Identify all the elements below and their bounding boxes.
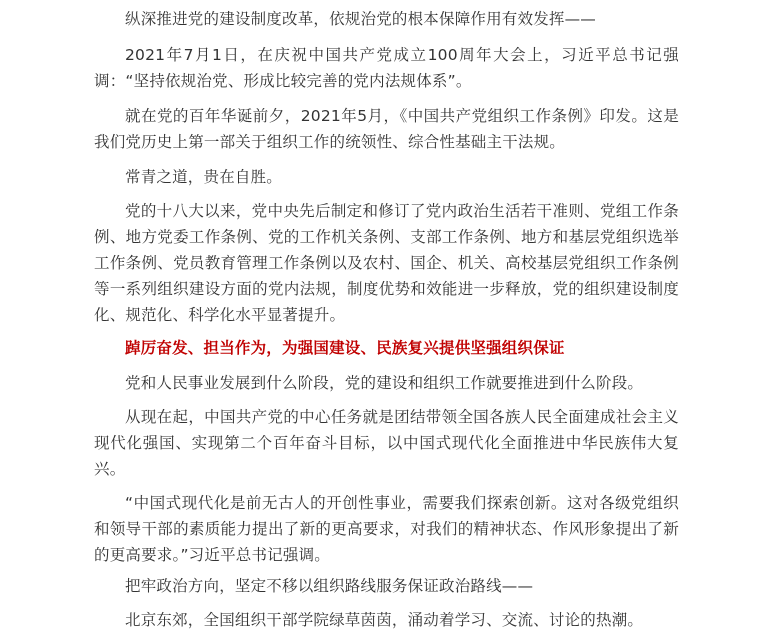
paragraph: 北京东郊，全国组织干部学院绿草茵茵，涌动着学习、交流、讨论的热潮。 (125, 611, 644, 629)
paragraph: 2021年7月1日，在庆祝中国共产党成立100周年大会上，习近平总书记强调：“坚持依规治党、形成比较完善的党内法规体系”。 (94, 46, 679, 90)
paragraph: 纵深推进党的建设制度改革，依规治党的根本保障作用有效发挥—— (125, 10, 597, 28)
paragraph: 把牢政治方向，坚定不移以组织路线服务保证政治路线—— (125, 577, 534, 595)
paragraph: 党和人民事业发展到什么阶段，党的建设和组织工作就要推进到什么阶段。 (125, 374, 644, 392)
paragraph: 就在党的百年华诞前夕，2021年5月，《中国共产党组织工作条例》印发。这是我们党历史上第一部关于组织工作的统领性、综合性基础主干法规。 (94, 107, 679, 151)
paragraph: “中国式现代化是前无古人的开创性事业，需要我们探索创新。这对各级党组织和领导干部的素质能力提出了新的更高要求，对我们的精神状态、作风形象提出了新的更高要求。”习近平总书记强调。 (94, 494, 679, 564)
paragraph: 从现在起，中国共产党的中心任务就是团结带领全国各族人民全面建成社会主义现代化强国、实现第二个百年奋斗目标，以中国式现代化全面推进中华民族伟大复兴。 (94, 408, 679, 478)
section-heading: 踔厉奋发、担当作为，为强国建设、民族复兴提供坚强组织保证 (125, 339, 565, 357)
paragraph: 常青之道，贵在自胜。 (125, 168, 283, 186)
paragraph: 党的十八大以来，党中央先后制定和修订了党内政治生活若干准则、党组工作条例、地方党委工作条例、党的工作机关条例、支部工作条例、地方和基层党组织选举工作条例、党员教育管理工作条例以及农村、国企、机关、高校基层党组织工作条例等一系列组织建设方面的党内法规，制度优势和效能进一步释放，党的组织建设制度化、规范化、科学化水平显著提升。 (94, 202, 679, 324)
